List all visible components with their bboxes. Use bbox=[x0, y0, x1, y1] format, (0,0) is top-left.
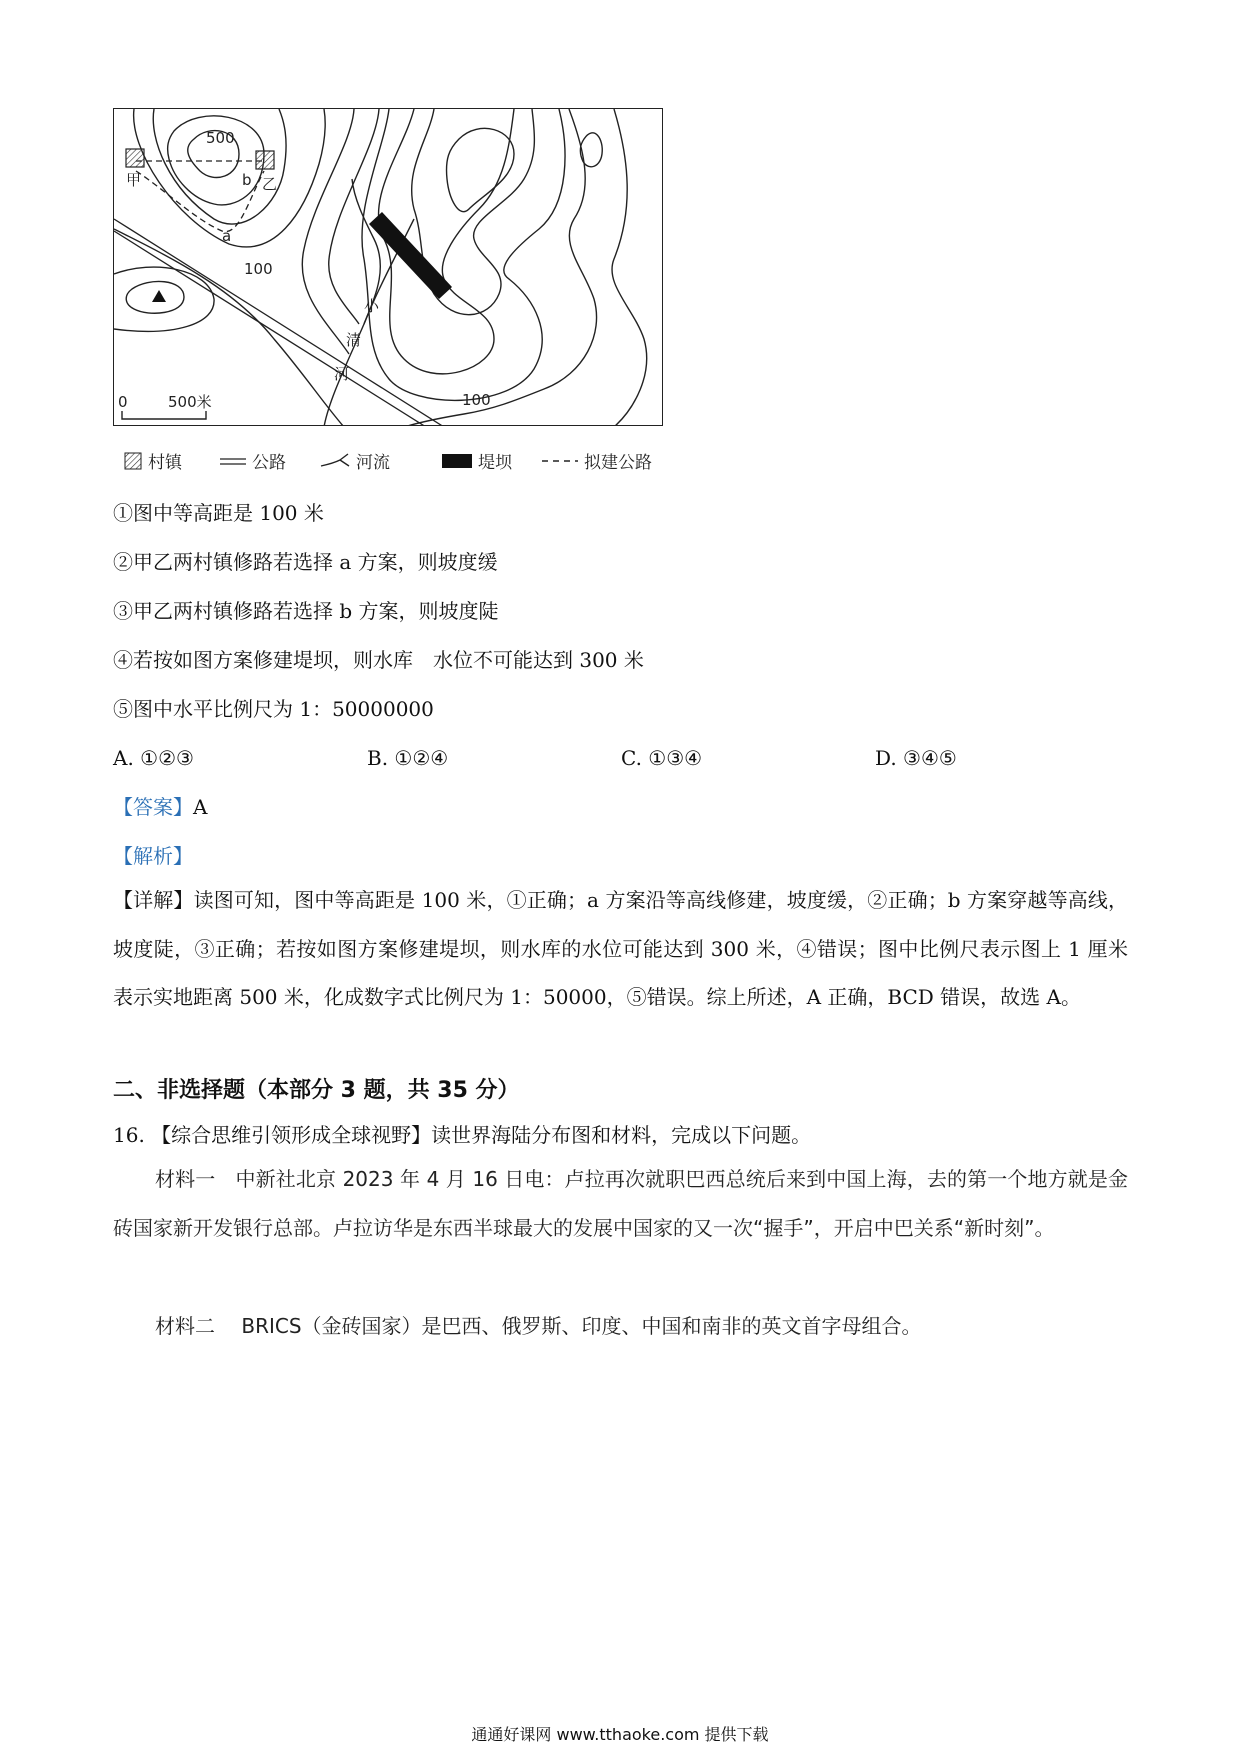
contour-line bbox=[447, 128, 515, 211]
statement-1: ①图中等高距是 100 米 bbox=[113, 501, 324, 525]
analysis-line bbox=[113, 842, 193, 870]
dam-block-icon bbox=[442, 452, 472, 470]
option-c: C. ①③④ bbox=[621, 746, 703, 770]
legend-label: 村镇 bbox=[148, 453, 182, 473]
section-title: 二、非选择题（本部分 3 题，共 35 分） bbox=[113, 1078, 520, 1103]
scale-zero: 0 bbox=[118, 393, 128, 411]
legend-item-proposed-road bbox=[542, 448, 652, 473]
contour-line bbox=[362, 109, 565, 400]
legend-label: 河流 bbox=[356, 453, 390, 473]
river-branch-icon bbox=[320, 452, 350, 470]
question-text: 【综合思维引领形成全球视野】读世界海陆分布图和材料，完成以下问题。 bbox=[151, 1123, 812, 1147]
map-label-100-bottom: 100 bbox=[462, 391, 491, 409]
topographic-map bbox=[113, 108, 663, 426]
detail-text: 读图可知，图中等高距是 100 米，①正确；a 方案沿等高线修建，坡度缓，②正确；b 方案穿越等高线，坡度陡，③正确；若按如图方案修建堤坝，则水库的水位可能达到 300 米，④错误；图中比例尺表示图上 1 厘米表示实地距离 500 米，化成数字式比例尺为 1：50000，⑤错误。综上所述，A 正确，BCD 错误，故选 A。 bbox=[113, 888, 1128, 1009]
map-label-river-1: 小 bbox=[364, 297, 380, 315]
village-jia bbox=[126, 149, 144, 167]
detail-paragraph bbox=[113, 876, 1128, 1022]
map-label-yi: 乙 bbox=[262, 175, 278, 193]
map-label-a: a bbox=[222, 227, 232, 245]
legend-item-dam bbox=[442, 448, 512, 473]
legend-item-village bbox=[124, 448, 182, 473]
contour-line bbox=[302, 109, 354, 354]
map-label-b: b bbox=[242, 171, 252, 189]
statement-3: ③甲乙两村镇修路若选择 b 方案，则坡度陡 bbox=[113, 599, 499, 623]
question-number: 16. bbox=[113, 1123, 145, 1147]
answer-line bbox=[113, 793, 207, 821]
legend-item-road bbox=[220, 448, 286, 473]
map-legend bbox=[124, 448, 684, 474]
question-16 bbox=[113, 1121, 811, 1149]
option-b: B. ①②④ bbox=[367, 746, 449, 770]
detail-tag: 【详解】 bbox=[113, 888, 194, 912]
map-label-100-left: 100 bbox=[244, 260, 273, 278]
legend-label: 公路 bbox=[252, 453, 286, 473]
contour-line bbox=[580, 133, 602, 167]
peak-triangle-icon bbox=[152, 290, 166, 302]
statement-5: ⑤图中水平比例尺为 1：50000000 bbox=[113, 697, 434, 721]
page-footer: 通通好课网 www.tthaoke.com 提供下载 bbox=[471, 1725, 769, 1744]
scale-value: 500米 bbox=[168, 393, 212, 411]
dashed-line-icon bbox=[542, 452, 578, 470]
topographic-map-drawing bbox=[114, 109, 663, 426]
map-label-river-2: 清 bbox=[346, 331, 362, 349]
map-label-500: 500 bbox=[206, 129, 235, 147]
village-hatch-icon bbox=[124, 452, 142, 470]
contour-line bbox=[114, 229, 344, 426]
analysis-tag: 【解析】 bbox=[113, 844, 193, 868]
material-2: 材料二 BRICS（金砖国家）是巴西、俄罗斯、印度、中国和南非的英文首字母组合。 bbox=[155, 1314, 922, 1338]
statement-4: ④若按如图方案修建堤坝，则水库 水位不可能达到 300 米 bbox=[113, 648, 644, 672]
contour-line bbox=[329, 109, 379, 324]
option-a: A. ①②③ bbox=[113, 746, 194, 770]
answer-value: A bbox=[193, 795, 208, 819]
village-yi bbox=[256, 151, 274, 169]
legend-label: 堤坝 bbox=[478, 453, 512, 473]
scale-bar bbox=[122, 411, 206, 419]
material-1: 材料一 中新社北京 2023 年 4 月 16 日电：卢拉再次就职巴西总统后来到中国上海，去的第一个地方就是金砖国家新开发银行总部。卢拉访华是东西半球最大的发展中国家的又一次“握手”，开启中巴关系“新时刻”。 bbox=[113, 1167, 1128, 1240]
map-label-river-3: 河 bbox=[334, 365, 350, 383]
statement-2: ②甲乙两村镇修路若选择 a 方案，则坡度缓 bbox=[113, 550, 498, 574]
answer-tag: 【答案】 bbox=[113, 795, 193, 819]
option-d: D. ③④⑤ bbox=[875, 746, 957, 770]
legend-item-river bbox=[320, 448, 390, 473]
contour-line bbox=[612, 109, 647, 426]
legend-label: 拟建公路 bbox=[584, 453, 652, 473]
map-label-jia: 甲 bbox=[126, 171, 142, 189]
road-double-line-icon bbox=[220, 452, 246, 470]
